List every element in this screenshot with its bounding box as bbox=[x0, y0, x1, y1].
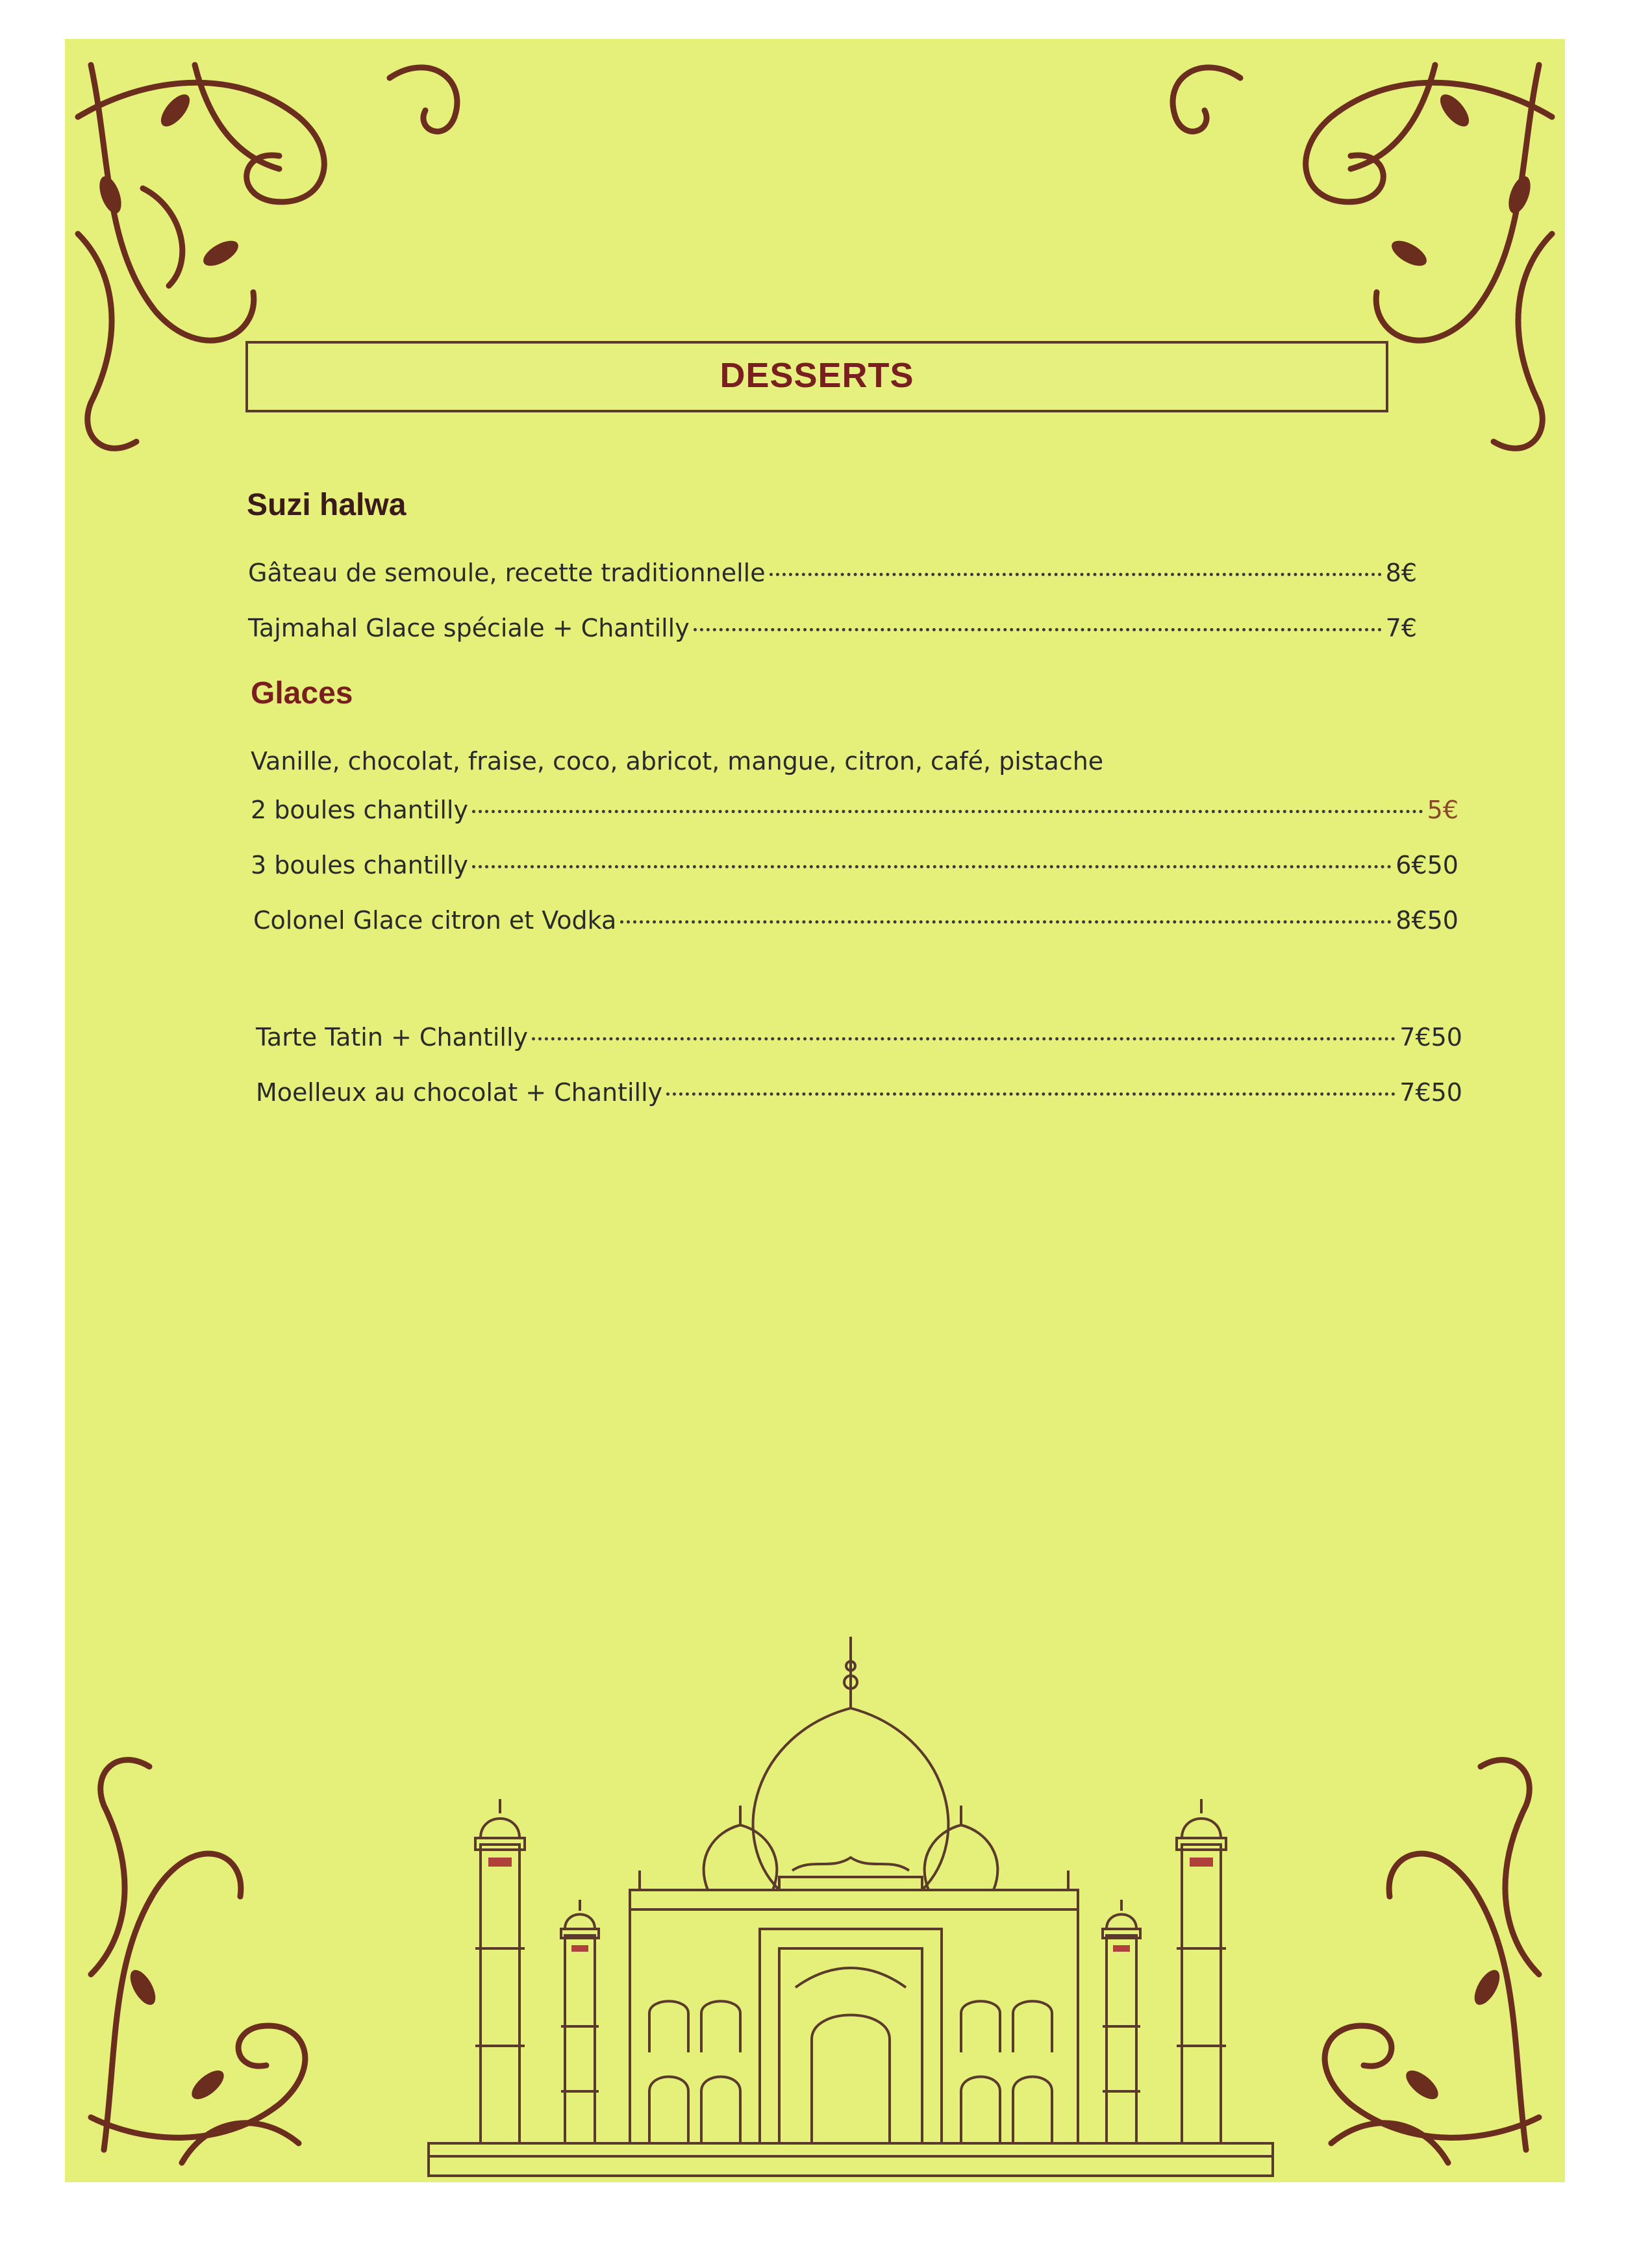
item-label: Tajmahal Glace spéciale + Chantilly bbox=[248, 614, 690, 642]
item-label: 2 boules chantilly bbox=[251, 796, 468, 824]
item-price: 6€50 bbox=[1395, 851, 1458, 879]
item-price: 7€ bbox=[1385, 614, 1417, 642]
leader-dots bbox=[472, 810, 1423, 813]
item-label: Colonel Glace citron et Vodka bbox=[253, 906, 617, 935]
item-price: 8€ bbox=[1385, 559, 1417, 587]
leader-dots bbox=[620, 920, 1392, 924]
leader-dots bbox=[666, 1092, 1395, 1096]
menu-item bbox=[253, 906, 1458, 935]
title-box bbox=[245, 341, 1388, 412]
item-price: 7€50 bbox=[1399, 1078, 1462, 1107]
item-label: Tarte Tatin + Chantilly bbox=[256, 1023, 528, 1052]
section-heading-suzi-halwa: Suzi halwa bbox=[247, 488, 407, 522]
menu-page bbox=[65, 39, 1565, 2182]
menu-item bbox=[251, 796, 1458, 824]
taj-mahal-illustration bbox=[416, 1624, 1325, 2182]
page-title: DESSERTS bbox=[720, 356, 914, 395]
menu-item bbox=[256, 1078, 1462, 1107]
leader-dots bbox=[472, 865, 1392, 868]
leader-dots bbox=[694, 628, 1382, 631]
menu-item bbox=[256, 1023, 1462, 1052]
menu-item bbox=[251, 851, 1458, 879]
menu-item bbox=[248, 559, 1417, 587]
item-label: 3 boules chantilly bbox=[251, 851, 468, 879]
item-label: Gâteau de semoule, recette traditionnelle bbox=[248, 559, 766, 587]
item-label: Moelleux au chocolat + Chantilly bbox=[256, 1078, 663, 1107]
menu-item bbox=[248, 614, 1417, 642]
section-heading-glaces: Glaces bbox=[251, 676, 353, 711]
flavor-list: Vanille, chocolat, fraise, coco, abricot, mangue, citron, café, pistache bbox=[251, 747, 1104, 775]
item-price: 8€50 bbox=[1395, 906, 1458, 935]
leader-dots bbox=[532, 1037, 1395, 1040]
item-price: 5€ bbox=[1427, 796, 1458, 824]
item-price: 7€50 bbox=[1399, 1023, 1462, 1052]
leader-dots bbox=[770, 573, 1382, 576]
